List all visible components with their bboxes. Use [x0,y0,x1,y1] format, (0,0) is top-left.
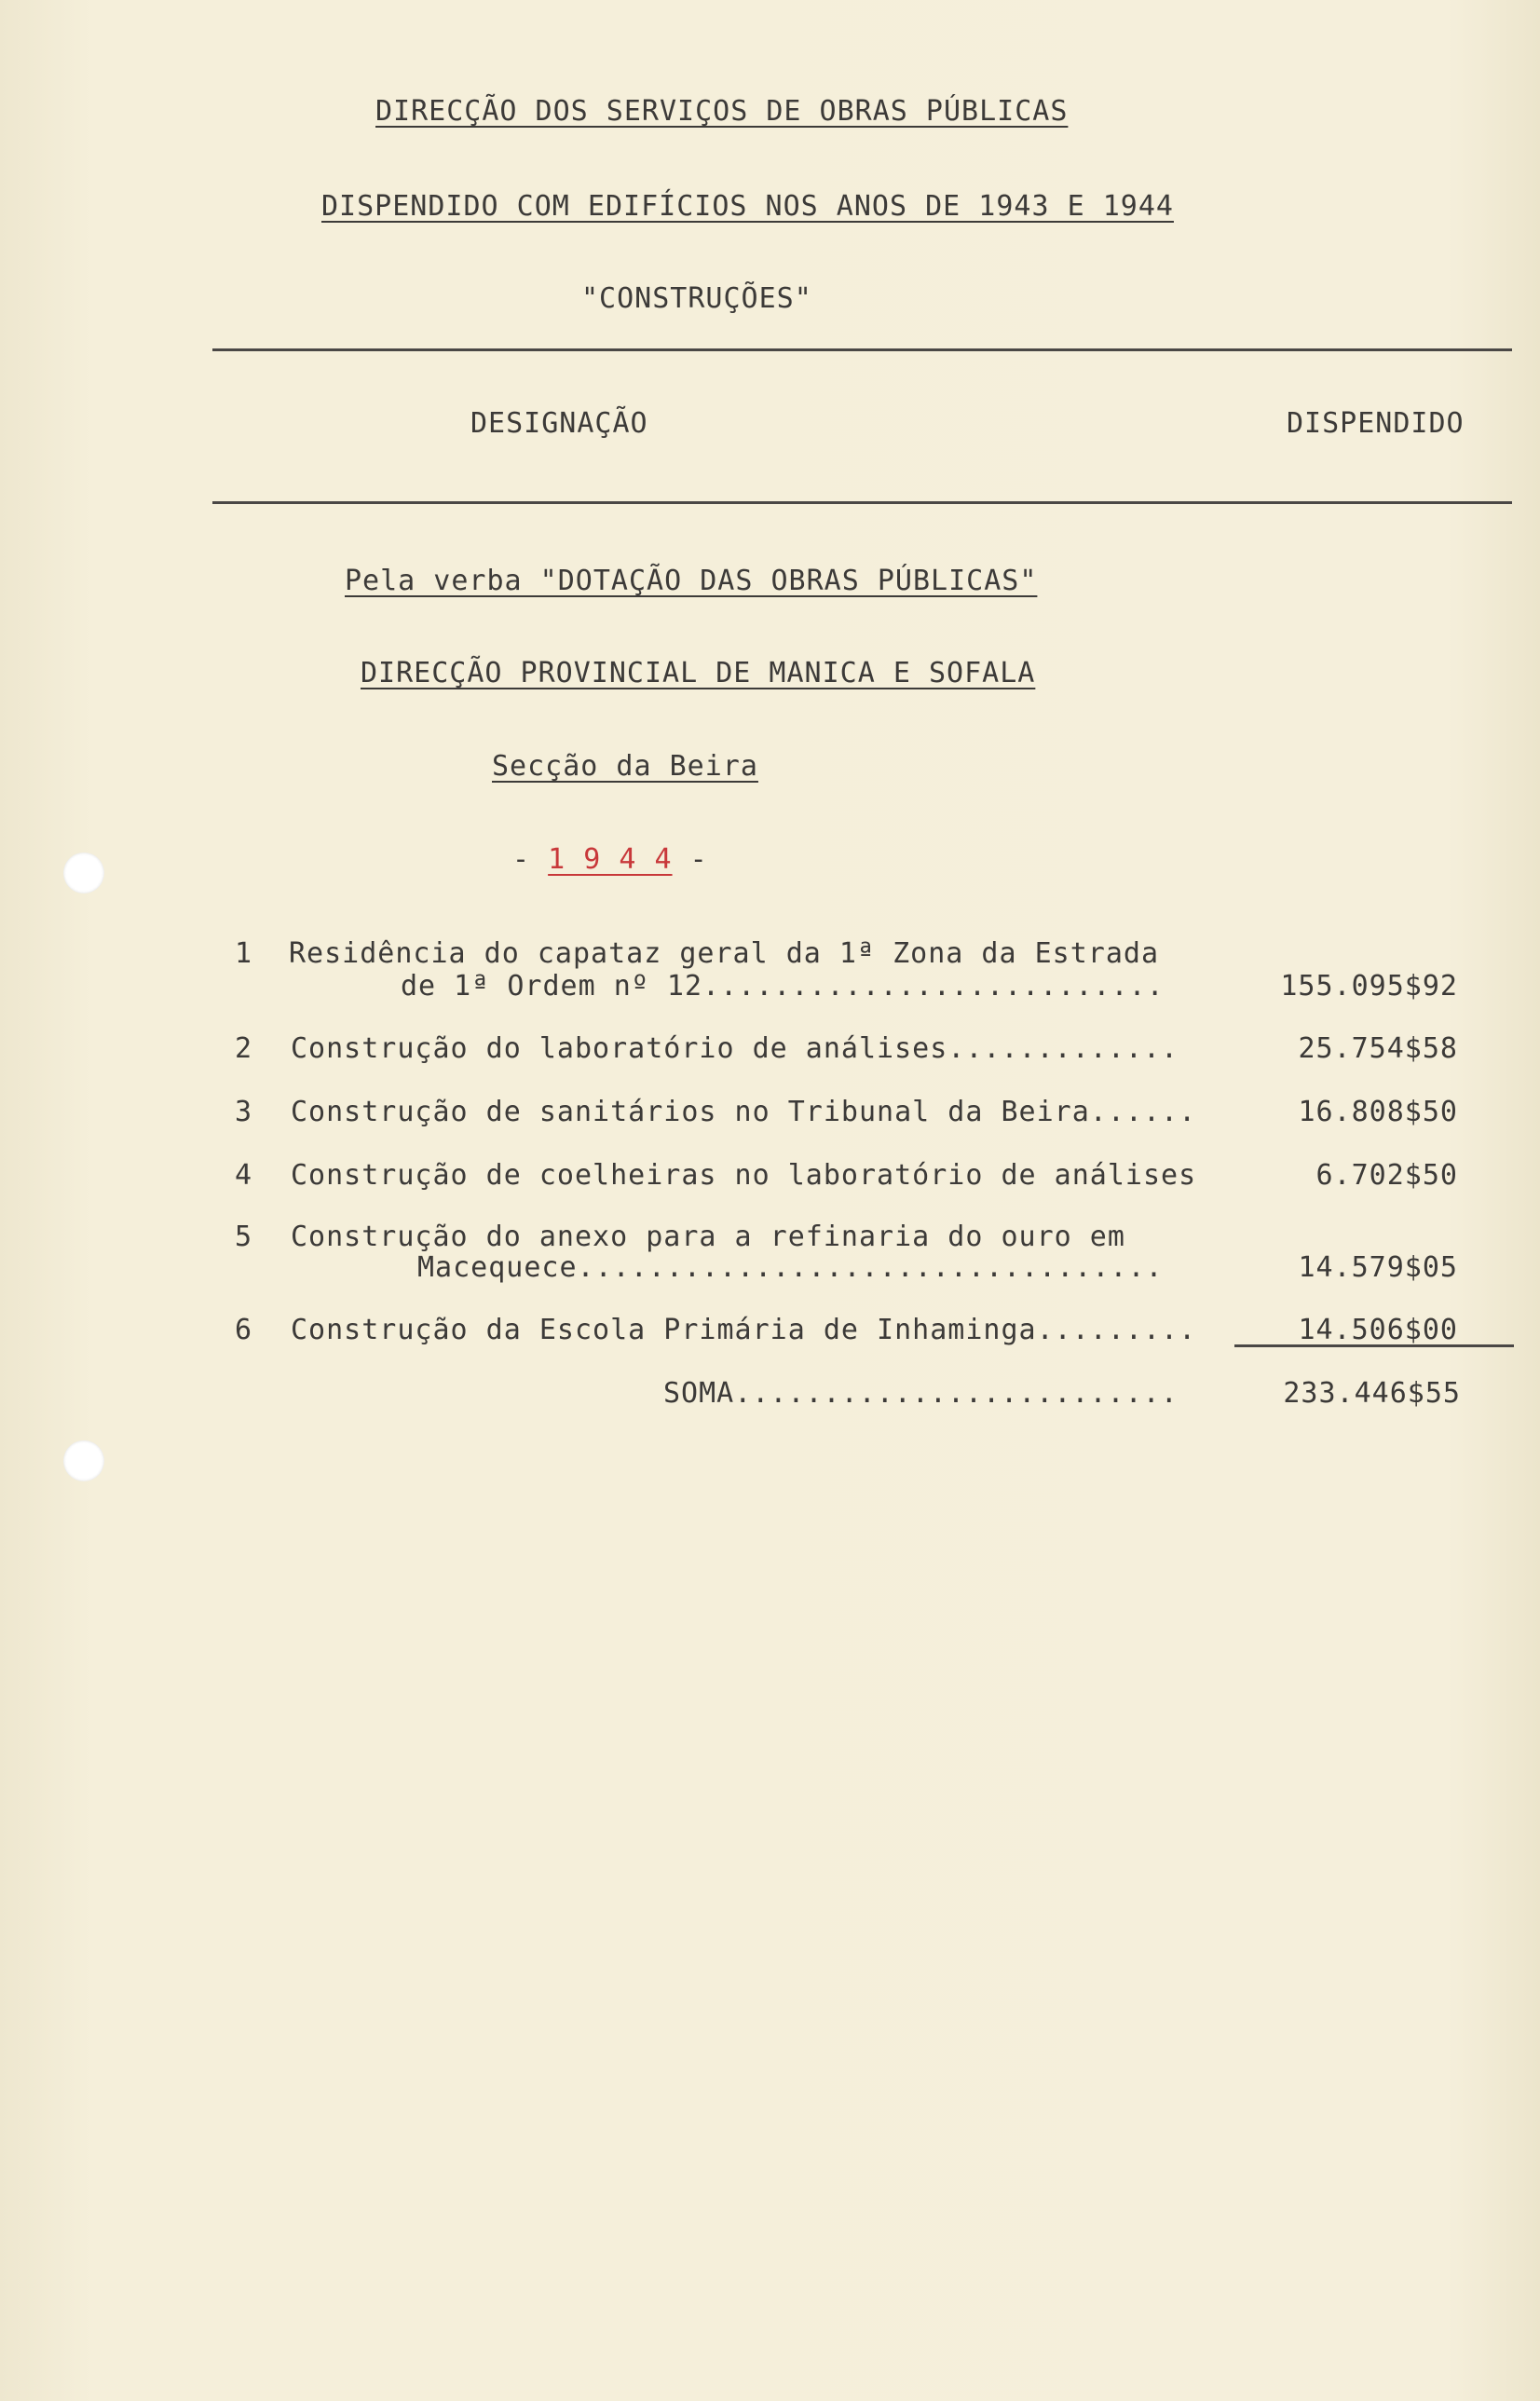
section-year: - 1 9 4 4 - [512,843,708,876]
item-number: 3 [235,1096,253,1128]
header-subtitle: DISPENDIDO COM EDIFÍCIOS NOS ANOS DE 1943 E 1944 [321,190,1174,223]
item-description-cont: de 1ª Ordem nº 12.......................... [401,970,1165,1003]
header-category: "CONSTRUÇÕES" [581,282,812,315]
year-value: 1 9 4 4 [548,843,673,876]
item-number: 5 [235,1221,253,1253]
item-description: Construção do anexo para a refinaria do ouro em [291,1221,1125,1253]
top-rule [212,348,1512,351]
total-label: SOMA......................... [663,1377,1179,1410]
item-description: Construção de coelheiras no laboratório de análises [291,1159,1197,1192]
section-verba: Pela verba "DOTAÇÃO DAS OBRAS PÚBLICAS" [345,565,1038,597]
item-amount: 14.579$05 [1298,1251,1458,1284]
item-amount: 155.095$92 [1280,970,1458,1003]
item-description: Construção da Escola Primária de Inhaminga......... [291,1314,1197,1346]
item-description: Construção de sanitários no Tribunal da Beira...... [291,1096,1197,1128]
sum-rule [1234,1344,1514,1347]
section-direccao: DIRECÇÃO PROVINCIAL DE MANICA E SOFALA [361,657,1036,689]
item-number: 6 [235,1314,253,1346]
column-header-spent: DISPENDIDO [1287,407,1465,440]
item-number: 4 [235,1159,253,1192]
item-amount: 6.702$50 [1315,1159,1458,1192]
item-amount: 25.754$58 [1298,1032,1458,1065]
punch-hole-upper [63,853,104,894]
item-number: 2 [235,1032,253,1065]
item-description: Construção do laboratório de análises............. [291,1032,1179,1065]
item-description-cont: Macequece................................. [417,1251,1164,1284]
item-amount: 14.506$00 [1298,1314,1458,1346]
punch-hole-lower [63,1440,104,1481]
item-number: 1 [235,937,253,970]
header-bottom-rule [212,501,1512,504]
section-seccao: Secção da Beira [492,750,758,783]
item-amount: 16.808$50 [1298,1096,1458,1128]
header-title: DIRECÇÃO DOS SERVIÇOS DE OBRAS PÚBLICAS [375,95,1069,128]
item-description: Residência do capataz geral da 1ª Zona da Estrada [289,937,1160,970]
total-amount: 233.446$55 [1283,1377,1461,1410]
column-header-designation: DESIGNAÇÃO [470,407,648,440]
